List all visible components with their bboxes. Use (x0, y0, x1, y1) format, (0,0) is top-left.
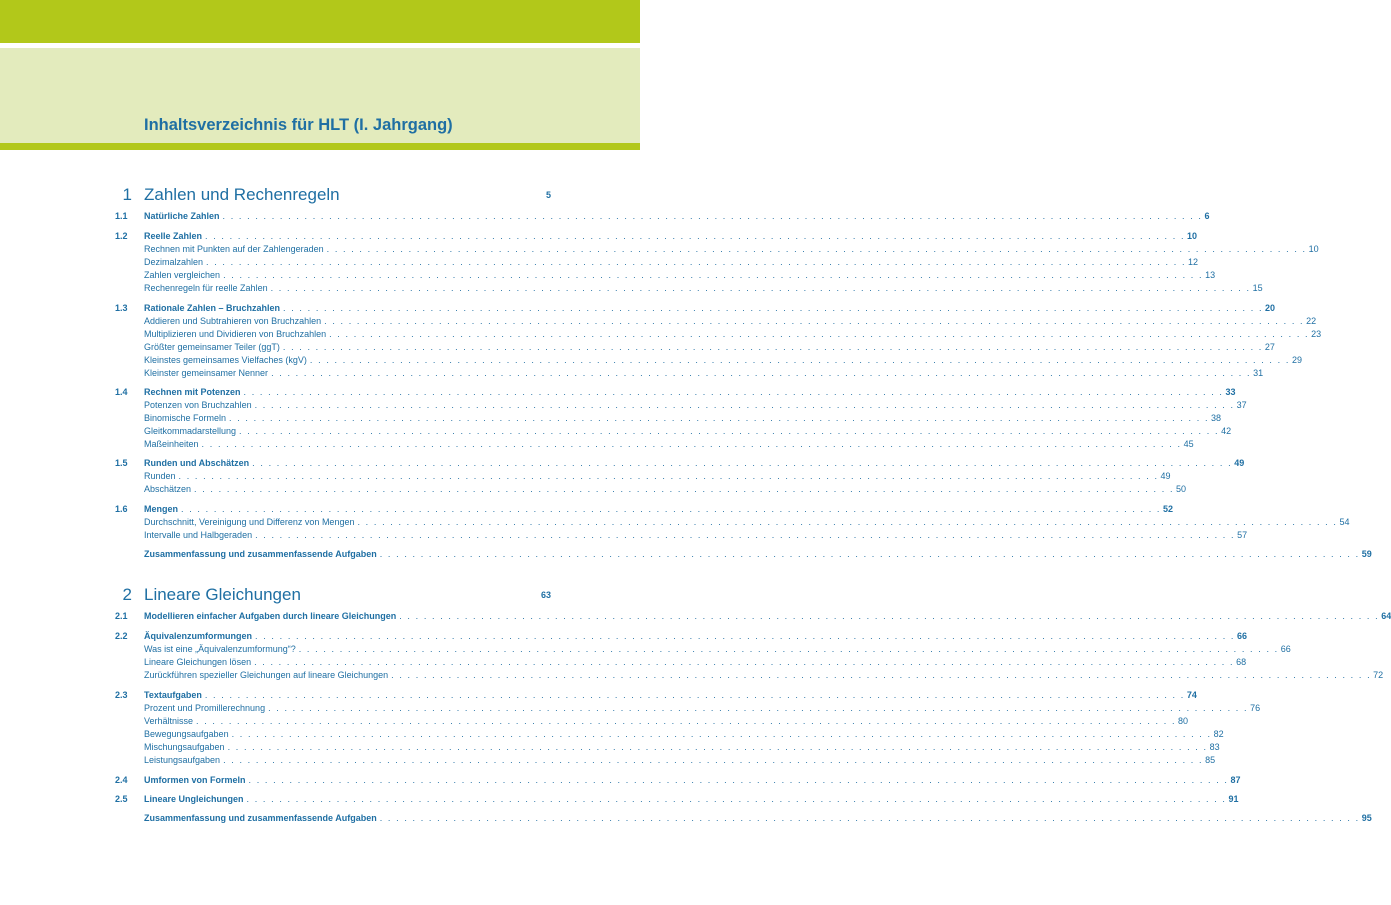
leader-dots: . . . . . . . . . . . . . . . . . . . . . . . . . . . . . . . . . . . . . . . . . . . . . . . . . . . . . . . . . . . . . . . . . . . . . . . . . . . . . . . . . . . . . . . . . . . . . . . . . . . . . . . . . . . . . . . . . . . . . . . . (178, 471, 1159, 481)
chapter-title: Lineare Gleichungen (144, 585, 301, 604)
entry-title: Runden (144, 471, 176, 481)
toc-entry-row (144, 438, 1194, 450)
toc-entry[interactable] (0, 210, 1210, 222)
entry-page: 23 (1311, 329, 1322, 339)
toc-entry-row (144, 425, 1232, 437)
chapter-page: 63 (540, 590, 551, 600)
leader-dots: . . . . . . . . . . . . . . . . . . . . . . . . . . . . . . . . . . . . . . . . . . . . . . . . . . . . . . . . . . . . . . . . . . . . . . . . . . . . . . . . . . . . . . . . . . . . . . . . . . . . . . . . . . . . . . . . . . . . . . . . (246, 794, 1227, 804)
toc-entry[interactable] (0, 548, 1372, 560)
entry-title: Abschätzen (144, 484, 192, 494)
leader-dots: . . . . . . . . . . . . . . . . . . . . . . . . . . . . . . . . . . . . . . . . . . . . . . . . . . . . . . . . . . . . . . . . . . . . . . . . . . . . . . . . . . . . . . . . . . . . . . . . . . . . . . . . . . . . . . . . . . . . . . . . (196, 716, 1177, 726)
toc-entry[interactable] (0, 282, 1263, 294)
entry-page: 27 (1264, 342, 1275, 352)
toc-entry-row (144, 483, 1187, 495)
entry-page: 13 (1205, 270, 1216, 280)
entry-page: 85 (1205, 755, 1216, 765)
toc-entry-row (144, 610, 1391, 622)
toc-entry-row (144, 367, 1264, 379)
toc-entry-row (144, 689, 1197, 701)
leader-dots: . . . . . . . . . . . . . . . . . . . . . . . . . . . . . . . . . . . . . . . . . . . . . . . . . . . . . . . . . . . . . . . . . . . . . . . . . . . . . . . . . . . . . . . . . . . . . . . . . . . . . . . . . . . . . . . . . . . . . . . . (252, 458, 1233, 468)
section-number: 1.2 (115, 231, 128, 241)
toc-entry[interactable] (0, 386, 1236, 398)
entry-page: 59 (1361, 549, 1372, 559)
leader-dots: . . . . . . . . . . . . . . . . . . . . . . . . . . . . . . . . . . . . . . . . . . . . . . . . . . . . . . . . . . . . . . . . . . . . . . . . . . . . . . . . . . . . . . . . . . . . . . . . . . . . . . . . . . . . . . . . . . . . . . . . (223, 755, 1204, 765)
toc-entry[interactable] (0, 630, 1248, 642)
toc-entry-row (144, 529, 1248, 541)
toc-entry[interactable] (0, 354, 1302, 366)
entry-title: Bewegungsaufgaben (144, 729, 229, 739)
toc-entry[interactable] (0, 516, 1350, 528)
leader-dots: . . . . . . . . . . . . . . . . . . . . . . . . . . . . . . . . . . . . . . . . . . . . . . . . . . . . . . . . . . . . . . . . . . . . . . . . . . . . . . . . . . . . . . . . . . . . . . . . . . . . . . . . . . . . . . . . . . . . . . . . (399, 611, 1380, 621)
entry-page: 6 (1204, 211, 1210, 221)
entry-page: 37 (1236, 400, 1247, 410)
section-number: 2.1 (115, 611, 128, 621)
toc-entry-row (144, 643, 1291, 655)
leader-dots: . . . . . . . . . . . . . . . . . . . . . . . . . . . . . . . . . . . . . . . . . . . . . . . . . . . . . . . . . . . . . . . . . . . . . . . . . . . . . . . . . . . . . . . . . . . . . . . . . . . . . . . . . . . . . . . . . . . . . . . . (206, 257, 1187, 267)
entry-title: Kleinster gemeinsamer Nenner (144, 368, 269, 378)
entry-page: 31 (1253, 368, 1264, 378)
entry-title: Rechnen mit Punkten auf der Zahlengeraden (144, 244, 324, 254)
leader-dots: . . . . . . . . . . . . . . . . . . . . . . . . . . . . . . . . . . . . . . . . . . . . . . . . . . . . . . . . . . . . . . . . . . . . . . . . . . . . . . . . . . . . . . . . . . . . . . . . . . . . . . . . . . . . . . . . . . . . . . . . (231, 729, 1212, 739)
entry-page: 12 (1188, 257, 1199, 267)
toc-entry[interactable] (0, 643, 1291, 655)
entry-page: 66 (1237, 631, 1248, 641)
entry-page: 22 (1306, 316, 1317, 326)
entry-page: 10 (1187, 231, 1198, 241)
chapter-heading[interactable] (0, 185, 640, 205)
section-number: 2.4 (115, 775, 128, 785)
toc-entry-row (144, 669, 1384, 681)
toc-entry-row (144, 702, 1261, 714)
toc-entry[interactable] (0, 470, 1171, 482)
entry-title: Umformen von Formeln (144, 775, 246, 785)
toc-entry-row (144, 548, 1372, 560)
toc-entry[interactable] (0, 702, 1261, 714)
leader-dots: . . . . . . . . . . . . . . . . . . . . . . . . . . . . . . . . . . . . . . . . . . . . . . . . . . . . . . . . . . . . . . . . . . . . . . . . . . . . . . . . . . . . . . . . . . . . . . . . . . . . . . . . . . . . . . . . . . . . . . . . (205, 231, 1186, 241)
leader-dots: . . . . . . . . . . . . . . . . . . . . . . . . . . . . . . . . . . . . . . . . . . . . . . . . . . . . . . . . . . . . . . . . . . . . . . . . . . . . . . . . . . . . . . . . . . . . . . . . . . . . . . . . . . . . . . . . . . . . . . . . (227, 742, 1208, 752)
leader-dots: . . . . . . . . . . . . . . . . . . . . . . . . . . . . . . . . . . . . . . . . . . . . . . . . . . . . . . . . . . . . . . . . . . . . . . . . . . . . . . . . . . . . . . . . . . . . . . . . . . . . . . . . . . . . . . . . . . . . . . . . (326, 244, 1307, 254)
entry-page: 49 (1160, 471, 1171, 481)
leader-dots: . . . . . . . . . . . . . . . . . . . . . . . . . . . . . . . . . . . . . . . . . . . . . . . . . . . . . . . . . . . . . . . . . . . . . . . . . . . . . . . . . . . . . . . . . . . . . . . . . . . . . . . . . . . . . . . . . . . . . . . . (243, 387, 1224, 397)
entry-title: Leistungsaufgaben (144, 755, 221, 765)
leader-dots: . . . . . . . . . . . . . . . . . . . . . . . . . . . . . . . . . . . . . . . . . . . . . . . . . . . . . . . . . . . . . . . . . . . . . . . . . . . . . . . . . . . . . . . . . . . . . . . . . . . . . . . . . . . . . . . . . . . . . . . . (254, 400, 1235, 410)
toc-entry[interactable] (0, 243, 1319, 255)
chapter-page: 5 (545, 190, 551, 200)
chapter-number: 2 (122, 585, 132, 604)
entry-page: 57 (1237, 530, 1248, 540)
entry-page: 87 (1230, 775, 1241, 785)
entry-page: 20 (1265, 303, 1276, 313)
entry-title: Intervalle und Halbgeraden (144, 530, 253, 540)
toc-entry[interactable] (0, 669, 1384, 681)
section-number: 2.3 (115, 690, 128, 700)
entry-title: Reelle Zahlen (144, 231, 203, 241)
leader-dots: . . . . . . . . . . . . . . . . . . . . . . . . . . . . . . . . . . . . . . . . . . . . . . . . . . . . . . . . . . . . . . . . . . . . . . . . . . . . . . . . . . . . . . . . . . . . . . . . . . . . . . . . . . . . . . . . . . . . . . . . (254, 657, 1235, 667)
toc-entry[interactable] (0, 256, 1199, 268)
leader-dots: . . . . . . . . . . . . . . . . . . . . . . . . . . . . . . . . . . . . . . . . . . . . . . . . . . . . . . . . . . . . . . . . . . . . . . . . . . . . . . . . . . . . . . . . . . . . . . . . . . . . . . . . . . . . . . . . . . . . . . . . (248, 775, 1229, 785)
toc-entry[interactable] (0, 529, 1248, 541)
toc-entry-row (144, 328, 1322, 340)
toc-entry[interactable] (0, 793, 1239, 805)
toc-entry[interactable] (0, 656, 1247, 668)
toc-entry-row (144, 470, 1171, 482)
entry-page: 83 (1209, 742, 1220, 752)
chapter-title: Zahlen und Rechenregeln (144, 185, 340, 204)
leader-dots: . . . . . . . . . . . . . . . . . . . . . . . . . . . . . . . . . . . . . . . . . . . . . . . . . . . . . . . . . . . . . . . . . . . . . . . . . . . . . . . . . . . . . . . . . . . . . . . . . . . . . . . . . . . . . . . . . . . . . . . . (201, 439, 1182, 449)
entry-page: 10 (1308, 244, 1319, 254)
leader-dots: . . . . . . . . . . . . . . . . . . . . . . . . . . . . . . . . . . . . . . . . . . . . . . . . . . . . . . . . . . . . . . . . . . . . . . . . . . . . . . . . . . . . . . . . . . . . . . . . . . . . . . . . . . . . . . . . . . . . . . . . (391, 670, 1372, 680)
section-number: 2.5 (115, 794, 128, 804)
page-title: Inhaltsverzeichnis für HLT (I. Jahrgang) (144, 116, 453, 134)
entry-title: Multiplizieren und Dividieren von Bruchzahlen (144, 329, 327, 339)
entry-page: 76 (1250, 703, 1261, 713)
toc-entry[interactable] (0, 715, 1189, 727)
leader-dots: . . . . . . . . . . . . . . . . . . . . . . . . . . . . . . . . . . . . . . . . . . . . . . . . . . . . . . . . . . . . . . . . . . . . . . . . . . . . . . . . . . . . . . . . . . . . . . . . . . . . . . . . . . . . . . . . . . . . . . . . (194, 484, 1175, 494)
toc-entry-row (144, 269, 1216, 281)
entry-title: Lineare Ungleichungen (144, 794, 244, 804)
entry-title: Verhältnisse (144, 716, 194, 726)
entry-page: 82 (1213, 729, 1224, 739)
toc-entry-row (144, 302, 1276, 314)
toc-entry[interactable] (0, 754, 1216, 766)
leader-dots: . . . . . . . . . . . . . . . . . . . . . . . . . . . . . . . . . . . . . . . . . . . . . . . . . . . . . . . . . . . . . . . . . . . . . . . . . . . . . . . . . . . . . . . . . . . . . . . . . . . . . . . . . . . . . . . . . . . . . . . . (298, 644, 1279, 654)
toc-entry[interactable] (0, 315, 1317, 327)
leader-dots: . . . . . . . . . . . . . . . . . . . . . . . . . . . . . . . . . . . . . . . . . . . . . . . . . . . . . . . . . . . . . . . . . . . . . . . . . . . . . . . . . . . . . . . . . . . . . . . . . . . . . . . . . . . . . . . . . . . . . . . . (204, 690, 1185, 700)
leader-dots: . . . . . . . . . . . . . . . . . . . . . . . . . . . . . . . . . . . . . . . . . . . . . . . . . . . . . . . . . . . . . . . . . . . . . . . . . . . . . . . . . . . . . . . . . . . . . . . . . . . . . . . . . . . . . . . . . . . . . . . . (270, 283, 1251, 293)
toc-entry[interactable] (0, 774, 1241, 786)
entry-title: Dezimalzahlen (144, 257, 204, 267)
entry-title: Rationale Zahlen – Bruchzahlen (144, 303, 281, 313)
entry-title: Potenzen von Bruchzahlen (144, 400, 252, 410)
toc-entry-row (144, 793, 1239, 805)
entry-title: Mengen (144, 504, 179, 514)
leader-dots: . . . . . . . . . . . . . . . . . . . . . . . . . . . . . . . . . . . . . . . . . . . . . . . . . . . . . . . . . . . . . . . . . . . . . . . . . . . . . . . . . . . . . . . . . . . . . . . . . . . . . . . . . . . . . . . . . . . . . . . . (379, 549, 1360, 559)
entry-page: 80 (1178, 716, 1189, 726)
toc-entry[interactable] (0, 610, 1391, 622)
toc-entry[interactable] (0, 328, 1322, 340)
top-accent-bar (0, 0, 640, 43)
entry-page: 95 (1361, 813, 1372, 823)
toc-entry-row (144, 315, 1317, 327)
entry-title: Rechenregeln für reelle Zahlen (144, 283, 268, 293)
entry-title: Mischungsaufgaben (144, 742, 225, 752)
entry-title: Zusammenfassung und zusammenfassende Aufgaben (144, 813, 377, 823)
entry-page: 49 (1234, 458, 1245, 468)
entry-title: Natürliche Zahlen (144, 211, 220, 221)
entry-title: Größter gemeinsamer Teiler (ggT) (144, 342, 280, 352)
entry-title: Prozent und Promillerechnung (144, 703, 266, 713)
header-bottom-rule (0, 143, 640, 150)
entry-title: Zusammenfassung und zusammenfassende Aufgaben (144, 549, 377, 559)
leader-dots: . . . . . . . . . . . . . . . . . . . . . . . . . . . . . . . . . . . . . . . . . . . . . . . . . . . . . . . . . . . . . . . . . . . . . . . . . . . . . . . . . . . . . . . . . . . . . . . . . . . . . . . . . . . . . . . . . . . . . . . . (181, 504, 1162, 514)
toc-entry-row (144, 341, 1275, 353)
entry-page: 64 (1381, 611, 1391, 621)
entry-page: 74 (1186, 690, 1197, 700)
entry-page: 52 (1163, 504, 1174, 514)
entry-title: Textaufgaben (144, 690, 202, 700)
leader-dots: . . . . . . . . . . . . . . . . . . . . . . . . . . . . . . . . . . . . . . . . . . . . . . . . . . . . . . . . . . . . . . . . . . . . . . . . . . . . . . . . . . . . . . . . . . . . . . . . . . . . . . . . . . . . . . . . . . . . . . . . (271, 368, 1252, 378)
toc-entry-row (144, 399, 1247, 411)
entry-page: 29 (1291, 355, 1302, 365)
leader-dots: . . . . . . . . . . . . . . . . . . . . . . . . . . . . . . . . . . . . . . . . . . . . . . . . . . . . . . . . . . . . . . . . . . . . . . . . . . . . . . . . . . . . . . . . . . . . . . . . . . . . . . . . . . . . . . . . . . . . . . . . (239, 426, 1220, 436)
toc-entry[interactable] (0, 425, 1232, 437)
leader-dots: . . . . . . . . . . . . . . . . . . . . . . . . . . . . . . . . . . . . . . . . . . . . . . . . . . . . . . . . . . . . . . . . . . . . . . . . . . . . . . . . . . . . . . . . . . . . . . . . . . . . . . . . . . . . . . . . . . . . . . . . (357, 517, 1338, 527)
toc-entry-row (144, 754, 1216, 766)
entry-title: Rechnen mit Potenzen (144, 387, 241, 397)
toc-entry[interactable] (0, 483, 1187, 495)
toc-entry[interactable] (0, 302, 1276, 314)
entry-title: Was ist eine „Äquivalenzumformung“? (144, 644, 296, 654)
leader-dots: . . . . . . . . . . . . . . . . . . . . . . . . . . . . . . . . . . . . . . . . . . . . . . . . . . . . . . . . . . . . . . . . . . . . . . . . . . . . . . . . . . . . . . . . . . . . . . . . . . . . . . . . . . . . . . . . . . . . . . . . (255, 631, 1236, 641)
entry-page: 45 (1183, 439, 1194, 449)
toc-entry-row (144, 230, 1198, 242)
toc-entry-row (144, 741, 1220, 753)
entry-title: Kleinstes gemeinsames Vielfaches (kgV) (144, 355, 307, 365)
toc-entry[interactable] (0, 341, 1275, 353)
entry-title: Maßeinheiten (144, 439, 199, 449)
toc-entry-row (144, 503, 1174, 515)
leader-dots: . . . . . . . . . . . . . . . . . . . . . . . . . . . . . . . . . . . . . . . . . . . . . . . . . . . . . . . . . . . . . . . . . . . . . . . . . . . . . . . . . . . . . . . . . . . . . . . . . . . . . . . . . . . . . . . . . . . . . . . . (309, 355, 1290, 365)
entry-page: 15 (1252, 283, 1263, 293)
leader-dots: . . . . . . . . . . . . . . . . . . . . . . . . . . . . . . . . . . . . . . . . . . . . . . . . . . . . . . . . . . . . . . . . . . . . . . . . . . . . . . . . . . . . . . . . . . . . . . . . . . . . . . . . . . . . . . . . . . . . . . . . (283, 303, 1264, 313)
toc-entry-row (144, 282, 1263, 294)
toc-entry[interactable] (0, 230, 1198, 242)
leader-dots: . . . . . . . . . . . . . . . . . . . . . . . . . . . . . . . . . . . . . . . . . . . . . . . . . . . . . . . . . . . . . . . . . . . . . . . . . . . . . . . . . . . . . . . . . . . . . . . . . . . . . . . . . . . . . . . . . . . . . . . . (222, 211, 1203, 221)
entry-page: 66 (1280, 644, 1291, 654)
toc-entry[interactable] (0, 438, 1194, 450)
toc-entry[interactable] (0, 412, 1222, 424)
toc-entry-row (144, 256, 1199, 268)
entry-title: Zahlen vergleichen (144, 270, 221, 280)
toc-entry[interactable] (0, 741, 1220, 753)
chapter-number: 1 (122, 185, 132, 204)
toc-entry[interactable] (0, 812, 1372, 824)
entry-page: 50 (1176, 484, 1187, 494)
entry-title: Binomische Formeln (144, 413, 227, 423)
toc-entry-row (144, 412, 1222, 424)
toc-entry-row (144, 386, 1236, 398)
section-number: 1.1 (115, 211, 128, 221)
leader-dots: . . . . . . . . . . . . . . . . . . . . . . . . . . . . . . . . . . . . . . . . . . . . . . . . . . . . . . . . . . . . . . . . . . . . . . . . . . . . . . . . . . . . . . . . . . . . . . . . . . . . . . . . . . . . . . . . . . . . . . . . (255, 530, 1236, 540)
toc-entry-row (144, 728, 1224, 740)
toc-entry-row (144, 354, 1302, 366)
toc-entry[interactable] (0, 503, 1174, 515)
toc-entry[interactable] (0, 269, 1216, 281)
entry-page: 72 (1373, 670, 1384, 680)
toc-entry-row (144, 715, 1189, 727)
toc-entry-row (144, 457, 1245, 469)
entry-title: Zurückführen spezieller Gleichungen auf lineare Gleichungen (144, 670, 389, 680)
toc-entry-row (144, 656, 1247, 668)
leader-dots: . . . . . . . . . . . . . . . . . . . . . . . . . . . . . . . . . . . . . . . . . . . . . . . . . . . . . . . . . . . . . . . . . . . . . . . . . . . . . . . . . . . . . . . . . . . . . . . . . . . . . . . . . . . . . . . . . . . . . . . . (324, 316, 1305, 326)
entry-title: Lineare Gleichungen lösen (144, 657, 252, 667)
section-number: 1.5 (115, 458, 128, 468)
entry-page: 42 (1221, 426, 1232, 436)
leader-dots: . . . . . . . . . . . . . . . . . . . . . . . . . . . . . . . . . . . . . . . . . . . . . . . . . . . . . . . . . . . . . . . . . . . . . . . . . . . . . . . . . . . . . . . . . . . . . . . . . . . . . . . . . . . . . . . . . . . . . . . . (379, 813, 1360, 823)
entry-title: Äquivalenzumformungen (144, 631, 253, 641)
leader-dots: . . . . . . . . . . . . . . . . . . . . . . . . . . . . . . . . . . . . . . . . . . . . . . . . . . . . . . . . . . . . . . . . . . . . . . . . . . . . . . . . . . . . . . . . . . . . . . . . . . . . . . . . . . . . . . . . . . . . . . . . (229, 413, 1210, 423)
toc-entry[interactable] (0, 728, 1224, 740)
leader-dots: . . . . . . . . . . . . . . . . . . . . . . . . . . . . . . . . . . . . . . . . . . . . . . . . . . . . . . . . . . . . . . . . . . . . . . . . . . . . . . . . . . . . . . . . . . . . . . . . . . . . . . . . . . . . . . . . . . . . . . . . (223, 270, 1204, 280)
section-number: 1.4 (115, 387, 128, 397)
toc-entry-row (144, 516, 1350, 528)
entry-title: Runden und Abschätzen (144, 458, 250, 468)
toc-entry-row (144, 630, 1248, 642)
entry-title: Durchschnitt, Vereinigung und Differenz von Mengen (144, 517, 355, 527)
section-number: 1.6 (115, 504, 128, 514)
section-number: 1.3 (115, 303, 128, 313)
toc-entry-row (144, 774, 1241, 786)
entry-page: 68 (1236, 657, 1247, 667)
entry-title: Addieren und Subtrahieren von Bruchzahlen (144, 316, 322, 326)
toc-entry[interactable] (0, 367, 1264, 379)
entry-page: 54 (1339, 517, 1350, 527)
chapter-heading[interactable] (0, 585, 640, 605)
leader-dots: . . . . . . . . . . . . . . . . . . . . . . . . . . . . . . . . . . . . . . . . . . . . . . . . . . . . . . . . . . . . . . . . . . . . . . . . . . . . . . . . . . . . . . . . . . . . . . . . . . . . . . . . . . . . . . . . . . . . . . . . (329, 329, 1310, 339)
entry-title: Gleitkommadarstellung (144, 426, 237, 436)
toc-entry[interactable] (0, 689, 1197, 701)
leader-dots: . . . . . . . . . . . . . . . . . . . . . . . . . . . . . . . . . . . . . . . . . . . . . . . . . . . . . . . . . . . . . . . . . . . . . . . . . . . . . . . . . . . . . . . . . . . . . . . . . . . . . . . . . . . . . . . . . . . . . . . . (268, 703, 1249, 713)
leader-dots: . . . . . . . . . . . . . . . . . . . . . . . . . . . . . . . . . . . . . . . . . . . . . . . . . . . . . . . . . . . . . . . . . . . . . . . . . . . . . . . . . . . . . . . . . . . . . . . . . . . . . . . . . . . . . . . . . . . . . . . . (282, 342, 1263, 352)
entry-page: 38 (1211, 413, 1222, 423)
entry-page: 91 (1228, 794, 1239, 804)
toc-entry-row (144, 243, 1319, 255)
toc-entry[interactable] (0, 457, 1245, 469)
toc-entry[interactable] (0, 399, 1247, 411)
toc-entry-row (144, 812, 1372, 824)
entry-page: 33 (1225, 387, 1236, 397)
toc-entry-row (144, 210, 1210, 222)
entry-title: Modellieren einfacher Aufgaben durch lineare Gleichungen (144, 611, 397, 621)
section-number: 2.2 (115, 631, 128, 641)
